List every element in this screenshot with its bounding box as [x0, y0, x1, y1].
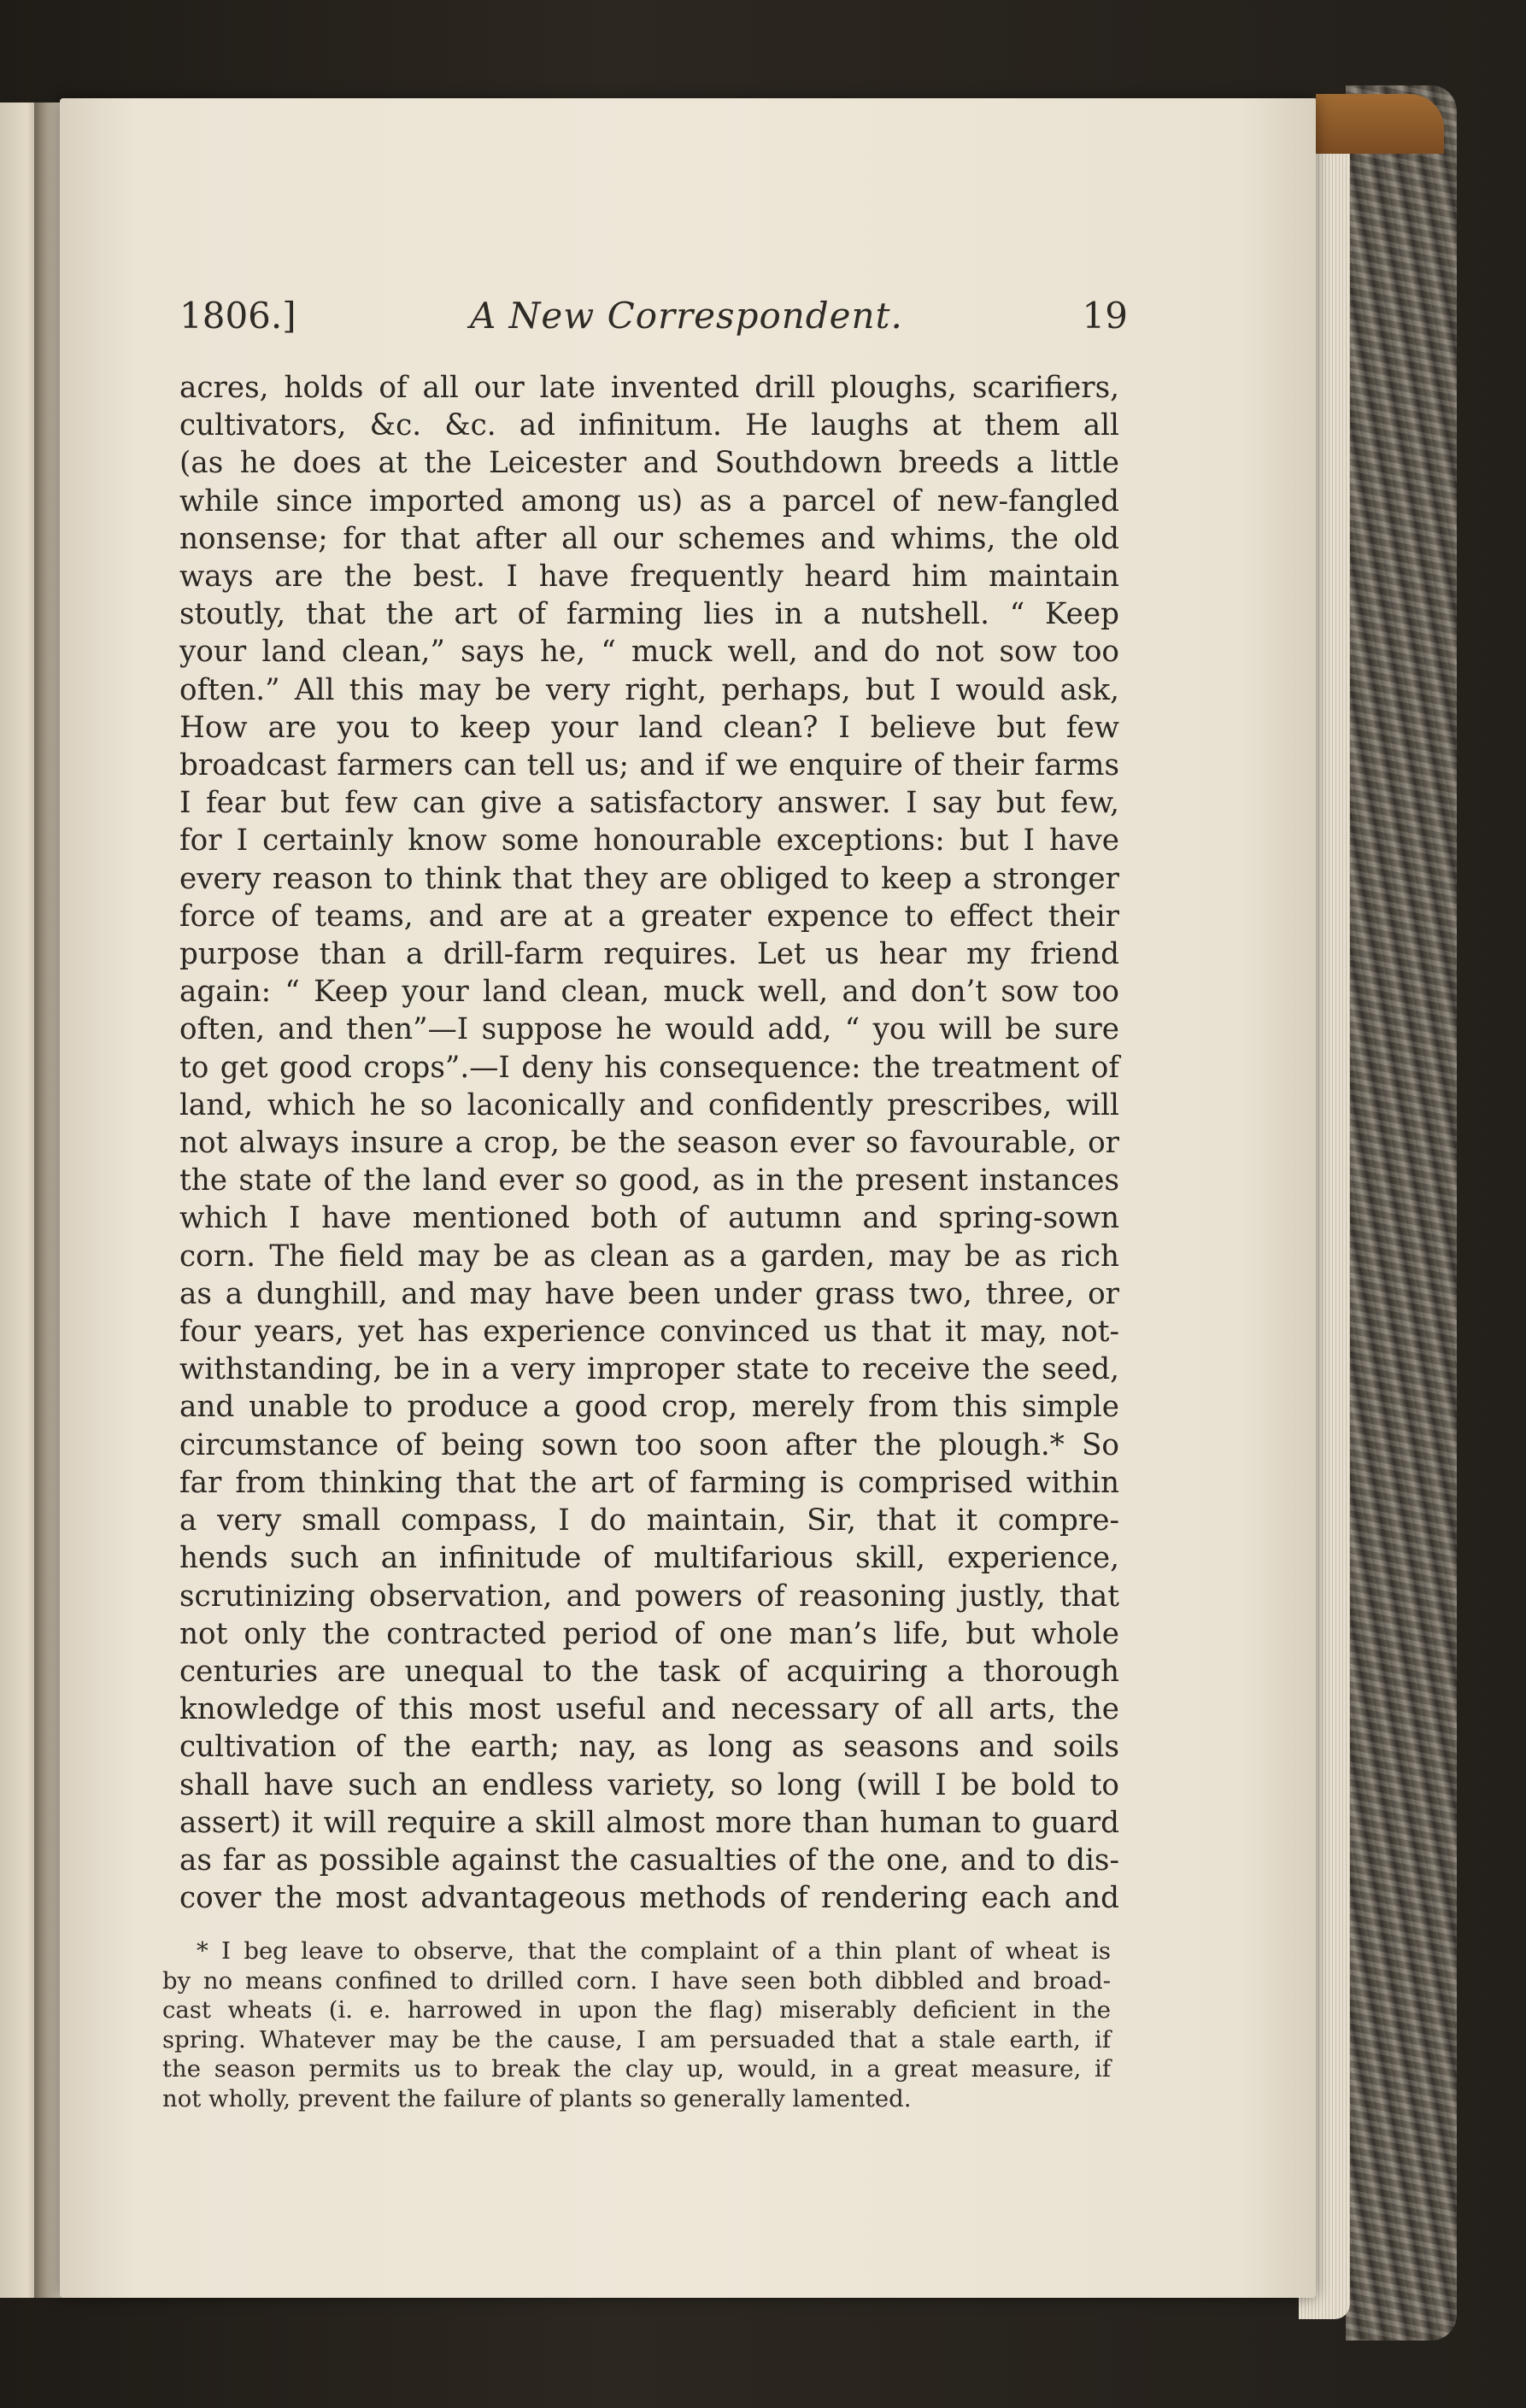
- header-year: 1806.]: [179, 295, 296, 337]
- text-line: cultivation of the earth; nay, as long as seasons and soils: [179, 1730, 1119, 1765]
- text-line: every reason to think that they are obliged to keep a stronger: [179, 861, 1119, 896]
- text-line: (as he does at the Leicester and Southdown breeds a little: [179, 446, 1119, 481]
- footnote-line: by no means confined to drilled corn. I have seen both dibbled and broad-: [162, 1966, 1111, 1995]
- text-line: for I certainly know some honourable exceptions: but I have: [179, 823, 1119, 858]
- text-line: nonsense; for that after all our schemes and whims, the old: [179, 521, 1119, 556]
- footnote-line: the season permits us to break the clay up, would, in a great measure, if: [162, 2055, 1111, 2083]
- text-line: not only the contracted period of one man’s life, but whole: [179, 1616, 1119, 1651]
- text-line: to get good crops”.—I deny his consequence: the treatment of: [179, 1050, 1119, 1085]
- footnote-line: not wholly, prevent the failure of plants so generally lamented.: [162, 2084, 912, 2112]
- text-line: centuries are unequal to the task of acquiring a thorough: [179, 1654, 1119, 1689]
- text-line: far from thinking that the art of farming is comprised within: [179, 1465, 1119, 1500]
- text-line: broadcast farmers can tell us; and if we enquire of their farms: [179, 748, 1119, 783]
- text-line: corn. The field may be as clean as a garden, may be as rich: [179, 1239, 1119, 1274]
- footnote-line: spring. Whatever may be the cause, I am persuaded that a stale earth, if: [162, 2025, 1111, 2054]
- text-line: cover the most advantageous methods of rendering each and: [179, 1881, 1119, 1916]
- text-line: four years, yet has experience convinced us that it may, not-: [179, 1315, 1119, 1350]
- text-line: cultivators, &c. &c. ad infinitum. He laughs at them all: [179, 408, 1119, 443]
- text-line: scrutinizing observation, and powers of reasoning justly, that: [179, 1579, 1119, 1614]
- text-line: and unable to produce a good crop, merely from this simple: [179, 1390, 1119, 1425]
- body-text: [179, 369, 1119, 1917]
- footnote: [162, 1936, 1111, 2113]
- header-title: A New Correspondent.: [470, 295, 903, 337]
- text-line: How are you to keep your land clean? I believe but few: [179, 710, 1119, 745]
- leather-cover-corner: [1316, 94, 1444, 154]
- text-line: knowledge of this most useful and necessary of all arts, the: [179, 1692, 1119, 1727]
- text-line: land, which he so laconically and confidently prescribes, will: [179, 1087, 1119, 1122]
- text-line: acres, holds of all our late invented drill ploughs, scarifiers,: [179, 371, 1119, 405]
- text-line: often.” All this may be very right, perhaps, but I would ask,: [179, 672, 1119, 707]
- footnote-line: cast wheats (i. e. harrowed in upon the flag) miserably deficient in the: [162, 1996, 1111, 2024]
- text-line: while since imported among us) as a parcel of new-fangled: [179, 483, 1119, 519]
- text-line: force of teams, and are at a greater expence to effect their: [179, 899, 1119, 934]
- text-line: again: “ Keep your land clean, muck well, and don’t sow too: [179, 975, 1119, 1010]
- text-line: as a dunghill, and may have been under grass two, three, or: [179, 1276, 1119, 1311]
- text-line: withstanding, be in a very improper state to receive the seed,: [179, 1352, 1119, 1387]
- text-line: a very small compass, I do maintain, Sir, that it compre-: [179, 1503, 1119, 1538]
- marbled-cover-edge: [1346, 85, 1457, 2341]
- text-line: purpose than a drill-farm requires. Let us hear my friend: [179, 937, 1119, 972]
- page-number: 19: [1082, 295, 1128, 337]
- text-line: the state of the land ever so good, as in the present instances: [179, 1163, 1119, 1198]
- text-line: circumstance of being sown too soon after the plough.* So: [179, 1427, 1119, 1462]
- text-line: not always insure a crop, be the season ever so favourable, or: [179, 1126, 1119, 1161]
- facing-page-edge: [0, 103, 38, 2298]
- text-line: as far as possible against the casualties of the one, and to dis-: [179, 1843, 1119, 1878]
- text-line: your land clean,” says he, “ muck well, and do not sow too: [179, 635, 1119, 670]
- text-line: assert) it will require a skill almost more than human to guard: [179, 1805, 1119, 1840]
- text-line: often, and then”—I suppose he would add, “ you will be sure: [179, 1012, 1119, 1047]
- footnote-line: * I beg leave to observe, that the complaint of a thin plant of wheat is: [197, 1937, 1111, 1965]
- text-line: ways are the best. I have frequently heard him maintain: [179, 560, 1119, 595]
- text-line: I fear but few can give a satisfactory answer. I say but few,: [179, 786, 1119, 821]
- running-header: [179, 295, 1128, 346]
- text-line: which I have mentioned both of autumn and spring-sown: [179, 1201, 1119, 1236]
- text-line: stoutly, that the art of farming lies in a nutshell. “ Keep: [179, 597, 1119, 632]
- text-line: shall have such an endless variety, so long (will I be bold to: [179, 1767, 1119, 1802]
- text-line: hends such an infinitude of multifarious skill, experience,: [179, 1541, 1119, 1576]
